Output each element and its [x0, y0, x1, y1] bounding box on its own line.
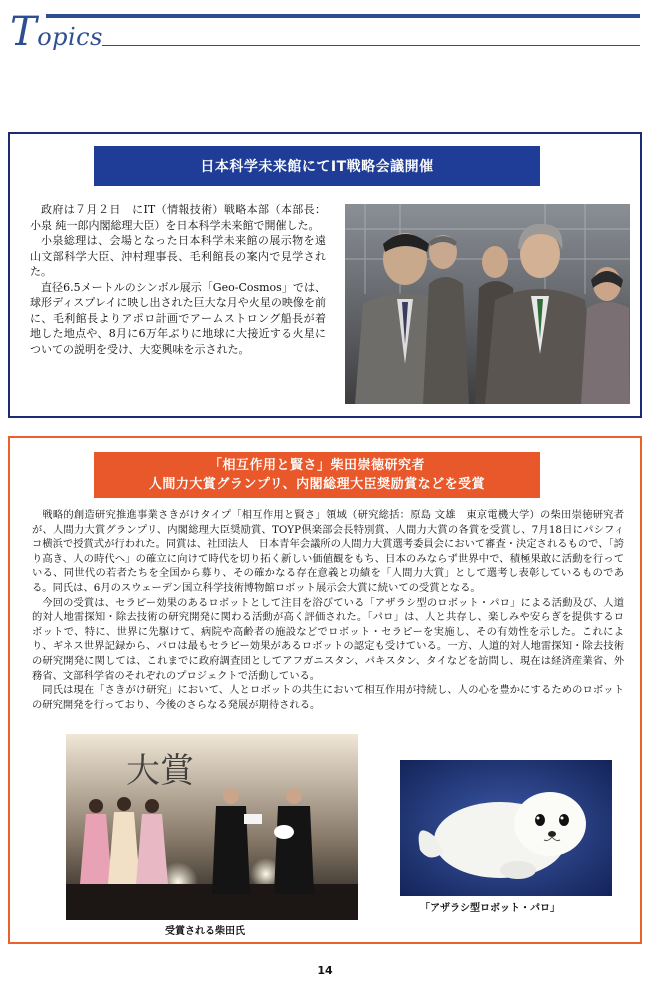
topics-header [10, 10, 640, 60]
koizumi-visit-photo [345, 204, 630, 404]
paragraph: 同氏は現在「さきがけ研究」において、人とロボットの共生において相互作用が持続し、人の心を豊かにするためのロボットの研究開発を行っており、今後のさらなる発展が期待される。 [32, 684, 624, 711]
paro-robot-caption: 「アザラシ型ロボット・パロ」 [420, 903, 560, 914]
header-rule-top [46, 14, 640, 18]
page-number: 14 [317, 964, 333, 977]
article-title-line-1: 「相互作用と賢さ」柴田崇徳研究者 [208, 458, 425, 473]
paro-robot-photo [400, 760, 612, 896]
paragraph: 政府は７月２日 にIT（情報技術）戦略本部（本部長：小泉 純一郎内閣総理大臣）を日本科学未来館で開催した。 [30, 203, 326, 232]
article-shibata-award [8, 436, 642, 944]
article-title-line-2: 人間力大賞グランプリ、内閣総理大臣奨励賞などを受賞 [148, 477, 486, 492]
article-shibata-award-body [32, 508, 624, 712]
article-it-strategy [8, 132, 642, 418]
paragraph: 今回の受賞は、セラピー効果のあるロボットとして注目を浴びている「アザラシ型のロボット・パロ」による活動及び、人道的対人地雷探知・除去技術の研究開発に関わる活動が高く評価された。「パロ」は、人と共存し、楽しみや安らぎを提供するロボットで、特に、世界に先駆けて、病院や高齢者の施設などでロボット・セラピーを実施し、その有効性を示した。これにより、ギネス世界記録から、パロは最もセラピー効果があるロボットの認定も受けている。一方、人道的対人地雷探知・除去技術の研究開発に関しては、これまでに政府調査団としてアフガニスタン、パキスタン、タイなどを訪問し、現在は経済産業省、外務省、文部科学省のそれぞれのプロジェクトで活動している。 [32, 596, 624, 682]
stage-sign: 大賞 [126, 751, 194, 791]
paragraph: 戦略的創造研究推進事業さきがけタイプ「相互作用と賢さ」領域（研究総括：原島 文雄 東京電機大学）の柴田崇徳研究者が、人間力大賞グランプリ、内閣総理大臣奨励賞、TOYP倶楽部会長特別賞、人間力大賞の各賞を受賞し、7月18日にパシフィコ横浜で授賞式が行われた。同賞は、社団法人 日本青年会議所の人間力大賞選考委員会において審査・決定されるもので、「誇り高き、人の時代へ」の確立に向けて時代を切り拓く新しい価値観をもち、日本のみならず世界中で、積極果敢に活動を行っている、同世代の若者たちを全国から募り、その確かなる存在意義と功績を「人間力大賞」として選考し表彰しているものである。同氏は、6月のスウェーデン国立科学技術博物館ロボット展示会大賞に続いての受賞となる。 [32, 509, 624, 594]
paragraph: 小泉総理は、会場となった日本科学未来館の展示物を遠山文部科学大臣、沖村理事長、毛利館長の案内で見学された。 [30, 234, 326, 278]
header-rule-bottom [102, 45, 640, 46]
article-shibata-award-title [94, 452, 540, 498]
article-it-strategy-body [30, 202, 326, 357]
award-ceremony-photo [66, 734, 358, 920]
paragraph: 直径6.5メートルのシンボル展示「Geo-Cosmos」では、球形ディスプレイに映し出された巨大な月や火星の映像を前に、毛利館長よりアポロ計画でアームストロング船長が着地した地点や、8月に6万年ぶりに地球に大接近する火星についての説明を受け、大変興味を示された。 [30, 280, 326, 356]
topics-title-initial: T [10, 9, 38, 55]
article-it-strategy-title: 日本科学未来館にてIT戦略会議開催 [94, 146, 540, 186]
topics-title-rest: opics [37, 23, 103, 51]
topics-title [10, 9, 103, 57]
kimono-women [80, 797, 168, 884]
award-ceremony-caption: 受賞される柴田氏 [165, 926, 245, 937]
